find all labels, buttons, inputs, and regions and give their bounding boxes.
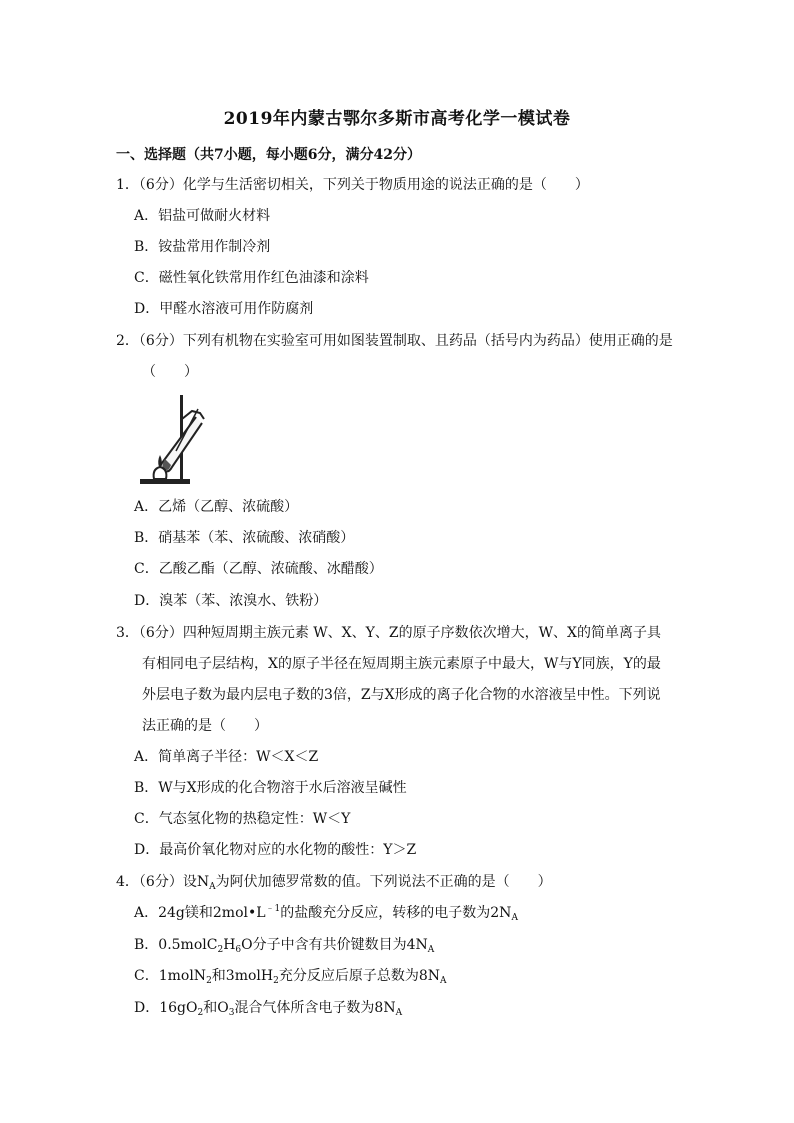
question-2-option-b: B．硝基苯（苯、浓硫酸、浓硝酸）: [134, 530, 355, 546]
q4d-sub-3: A: [395, 1008, 403, 1018]
question-1-option-d: D．甲醛水溶液可用作防腐剂: [134, 301, 314, 317]
question-2-answer-paren: （ ）: [142, 364, 198, 380]
q4b-sub-2: 6: [235, 945, 242, 955]
question-2-option-a: A．乙烯（乙醇、浓硫酸）: [134, 499, 299, 515]
flame: [158, 455, 162, 467]
q4c-sub-1: 2: [206, 976, 212, 986]
q4a-text: A．24g镁和2mol•L: [134, 905, 266, 921]
q4b-text-2: H: [223, 937, 236, 953]
q4-stem-text: 4．（6分）设N: [116, 874, 210, 890]
q4a-text-mid: 的盐酸充分反应，转移的电子数为2N: [280, 905, 512, 921]
question-4-option-a: [134, 904, 518, 922]
q4-stem-text-end: 为阿伏加德罗常数的值。下列说法不正确的是（ ）: [215, 874, 552, 890]
q4a-subscript: A: [511, 913, 518, 923]
page-title: 2019年内蒙古鄂尔多斯市高考化学一模试卷: [223, 109, 571, 129]
alcohol-lamp: [154, 467, 167, 479]
question-2-option-d: D．溴苯（苯、浓溴水、铁粉）: [134, 593, 328, 609]
q4b-sub-1: 2: [217, 945, 224, 955]
q4d-text: D．16gO: [134, 1000, 198, 1016]
question-3-option-b: B．W与X形成的化合物溶于水后溶液呈碱性: [134, 780, 407, 796]
q4c-text-2: 和3molH: [211, 968, 274, 984]
question-3-stem-line-3: 外层电子数为最内层电子数的3倍，Z与X形成的离子化合物的水溶液呈中性。下列说: [142, 687, 661, 703]
question-3-option-a: A．简单离子半径：W＜X＜Z: [134, 749, 319, 765]
question-3-option-c: C．气态氢化物的热稳定性：W＜Y: [134, 811, 351, 827]
question-2-stem: 2．（6分）下列有机物在实验室可用如图装置制取、且药品（括号内为药品）使用正确的是: [116, 333, 673, 349]
q4b-text: B．0.5molC: [134, 937, 218, 953]
section-heading: 一、选择题（共7小题，每小题6分，满分42分）: [116, 147, 421, 163]
q4d-sub-2: 3: [228, 1008, 235, 1018]
question-2-option-c: C．乙酸乙酯（乙醇、浓硫酸、冰醋酸）: [134, 561, 383, 577]
question-4-option-b: [134, 936, 434, 954]
q4-stem-subscript: A: [209, 882, 216, 892]
q4c-text: C．1molN: [134, 968, 207, 984]
question-1-stem: 1．（6分）化学与生活密切相关，下列关于物质用途的说法正确的是（ ）: [116, 177, 589, 193]
q4d-text-3: 混合气体所含电子数为8N: [234, 1000, 396, 1016]
question-4-stem: [116, 873, 552, 891]
q4c-sub-3: A: [440, 976, 447, 986]
question-4-option-c: [134, 967, 447, 985]
question-3-stem-line-4: 法正确的是（ ）: [142, 718, 268, 734]
question-1-option-b: B．铵盐常用作制冷剂: [134, 239, 271, 255]
q4b-text-3: O分子中含有共价键数目为4N: [241, 937, 428, 953]
q4d-text-2: 和O: [203, 1000, 229, 1016]
question-3-stem-line-2: 有相同电子层结构，X的原子半径在短周期主族元素原子中最大，W与Y同族，Y的最: [142, 656, 661, 672]
q4c-text-3: 充分反应后原子总数为8N: [278, 968, 441, 984]
q4b-sub-3: A: [427, 945, 435, 955]
question-3-option-d: D．最高价氧化物对应的水化物的酸性：Y＞Z: [134, 842, 417, 858]
q4d-sub-1: 2: [197, 1008, 204, 1018]
q4c-sub-2: 2: [273, 976, 279, 986]
question-4-option-d: [134, 999, 402, 1017]
question-3-stem-line-1: 3．（6分）四种短周期主族元素 W、X、Y、Z的原子序数依次增大，W、X的简单离子具: [116, 625, 661, 641]
question-1-option-c: C．磁性氧化铁常用作红色油漆和涂料: [134, 270, 369, 286]
question-1-option-a: A．铝盐可做耐火材料: [134, 208, 271, 224]
q4a-superscript: ﹣1: [265, 904, 281, 914]
lab-apparatus-figure: [138, 393, 206, 487]
